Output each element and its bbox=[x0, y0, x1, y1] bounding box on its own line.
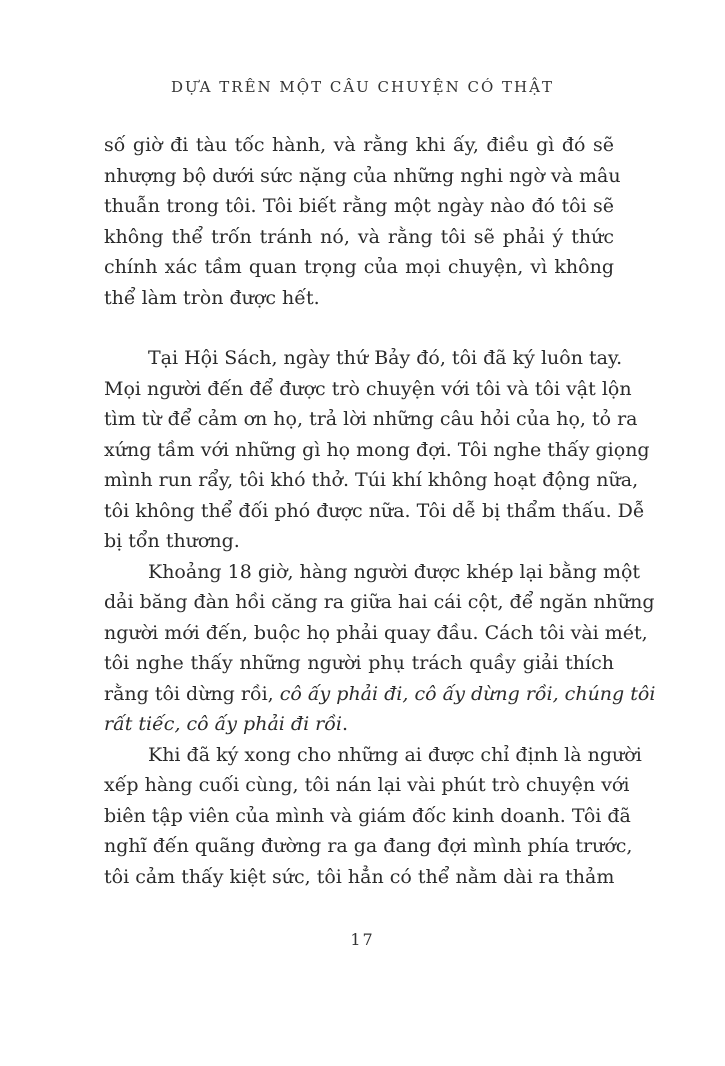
text-line: dải băng đàn hồi căng ra giữa hai cái cột, để ngăn những bbox=[104, 591, 655, 613]
text-line bbox=[104, 709, 614, 740]
text-line: xứng tầm với những gì họ mong đợi. Tôi nghe thấy giọng bbox=[104, 438, 650, 461]
paragraph-4 bbox=[104, 740, 642, 893]
text-line: nhượng bộ dưới sức nặng của những nghi ngờ và mâu bbox=[104, 164, 621, 187]
paragraph-1 bbox=[104, 130, 621, 313]
text-line: xếp hàng cuối cùng, tôi nán lại vài phút trò chuyện với bbox=[104, 774, 630, 796]
text-line: thể làm tròn được hết. bbox=[104, 286, 320, 309]
text-line: mình run rẩy, tôi khó thở. Túi khí không hoạt động nữa, bbox=[104, 469, 639, 491]
italic-quote: cô ấy phải đi, cô ấy dừng rồi, chúng tôi bbox=[279, 682, 656, 705]
text-line: Khoảng 18 giờ, hàng người được khép lại bằng một bbox=[148, 560, 641, 583]
text-line: Mọi người đến để được trò chuyện với tôi và tôi vật lộn bbox=[104, 377, 632, 400]
text-line bbox=[104, 679, 656, 710]
text-line: người mới đến, buộc họ phải quay đầu. Cách tôi vài mét, bbox=[104, 621, 648, 644]
text-line: tìm từ để cảm ơn họ, trả lời những câu hỏi của họ, tỏ ra bbox=[104, 408, 638, 430]
text-line: Khi đã ký xong cho những ai được chỉ định là người bbox=[148, 743, 642, 766]
text-line: tôi cảm thấy kiệt sức, tôi hẳn có thể nằm dài ra thảm bbox=[104, 865, 615, 888]
text-line: thuẫn trong tôi. Tôi biết rằng một ngày nào đó tôi sẽ bbox=[104, 195, 614, 217]
text-line: biên tập viên của mình và giám đốc kinh doanh. Tôi đã bbox=[104, 804, 631, 827]
text-line: nghĩ đến quãng đường ra ga đang đợi mình phía trước, bbox=[104, 835, 633, 857]
page-body bbox=[104, 130, 656, 892]
text-line: tôi nghe thấy những người phụ trách quầy giải thích bbox=[104, 652, 614, 674]
text-line: không thể trốn tránh nó, và rằng tôi sẽ phải ý thức bbox=[104, 225, 614, 248]
italic-quote: rất tiếc, cô ấy phải đi rồi bbox=[104, 713, 342, 735]
text-line: Tại Hội Sách, ngày thứ Bảy đó, tôi đã ký luôn tay. bbox=[148, 347, 623, 369]
running-header: DỰA TRÊN MỘT CÂU CHUYỆN CÓ THẬT bbox=[171, 78, 554, 96]
text-line: tôi không thể đối phó được nữa. Tôi dễ bị thẩm thấu. Dễ bbox=[104, 499, 645, 522]
page-number: 17 bbox=[350, 930, 375, 949]
text-line: số giờ đi tàu tốc hành, và rằng khi ấy, điều gì đó sẽ bbox=[104, 134, 614, 156]
text-line: bị tổn thương. bbox=[104, 530, 240, 552]
paragraph-gap bbox=[104, 313, 614, 343]
paragraph-3 bbox=[104, 557, 656, 740]
paragraph-2 bbox=[104, 343, 650, 557]
text-run: rằng tôi dừng rồi, bbox=[104, 682, 280, 705]
text-run: . bbox=[341, 713, 349, 735]
text-line: chính xác tầm quan trọng của mọi chuyện, vì không bbox=[104, 256, 614, 278]
